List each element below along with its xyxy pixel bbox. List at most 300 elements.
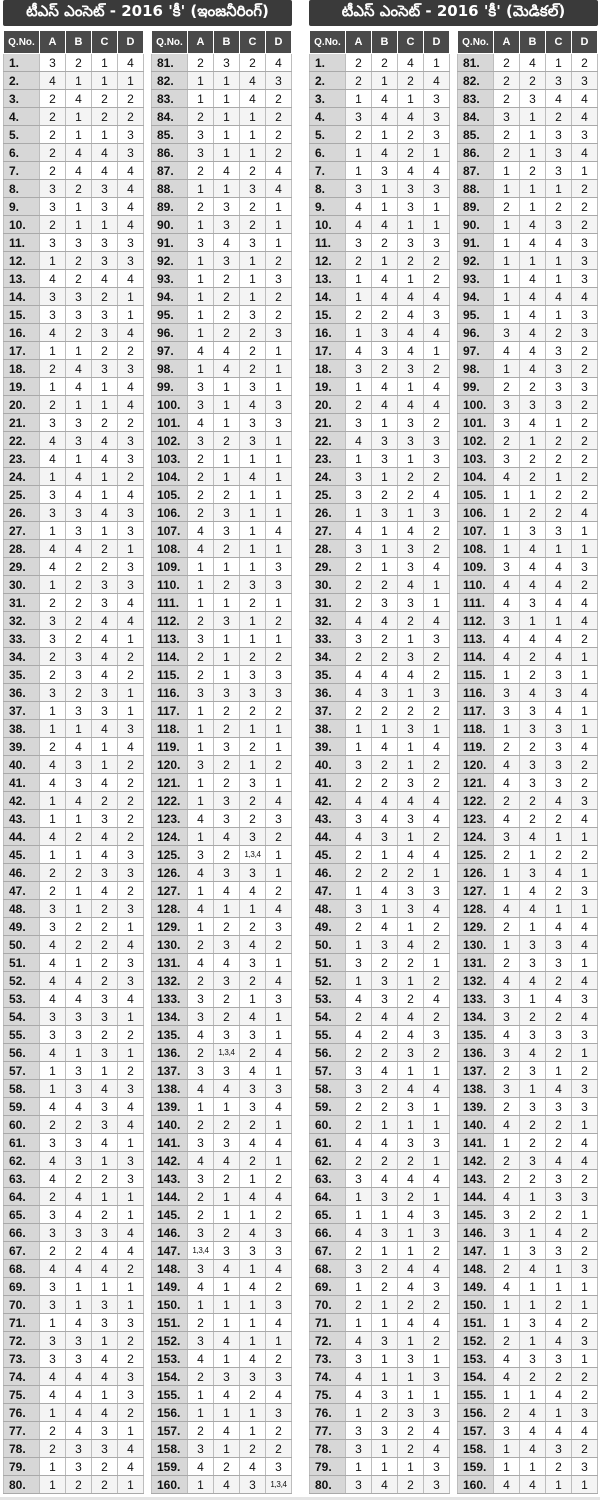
table-row bbox=[152, 846, 292, 864]
answer-cell: 2 bbox=[66, 828, 92, 846]
answer-cell: 2 bbox=[520, 468, 546, 486]
answer-cell: 3 bbox=[240, 1098, 266, 1116]
answer-cell: 4 bbox=[398, 522, 424, 540]
table-row bbox=[458, 792, 598, 810]
table-row bbox=[4, 828, 144, 846]
answer-cell: 1 bbox=[494, 1458, 520, 1476]
table-row bbox=[4, 162, 144, 180]
answer-cell: 2 bbox=[240, 360, 266, 378]
option-a-header: A bbox=[494, 31, 520, 54]
answer-cell: 2 bbox=[572, 1368, 598, 1386]
answer-cell: 3 bbox=[40, 684, 66, 702]
table-row bbox=[310, 1098, 450, 1116]
answer-cell: 4 bbox=[92, 666, 118, 684]
answer-cell: 2 bbox=[572, 468, 598, 486]
answer-cell: 1 bbox=[118, 1134, 144, 1152]
option-c-header: C bbox=[546, 31, 572, 54]
question-number: 39. bbox=[310, 738, 346, 756]
answer-cell: 1 bbox=[494, 504, 520, 522]
question-number: 97. bbox=[458, 342, 494, 360]
answer-cell: 2 bbox=[520, 378, 546, 396]
answer-cell: 4 bbox=[372, 90, 398, 108]
answer-cell: 3 bbox=[66, 234, 92, 252]
question-number: 94. bbox=[152, 288, 188, 306]
answer-cell: 2 bbox=[266, 936, 292, 954]
question-number: 17. bbox=[310, 342, 346, 360]
answer-cell: 1 bbox=[188, 306, 214, 324]
table-row bbox=[152, 954, 292, 972]
option-a-header: A bbox=[40, 31, 66, 54]
answer-cell: 2 bbox=[494, 918, 520, 936]
answer-cell: 4 bbox=[372, 918, 398, 936]
question-number: 3. bbox=[4, 90, 40, 108]
answer-cell: 1 bbox=[188, 720, 214, 738]
answer-cell: 2 bbox=[214, 1224, 240, 1242]
answer-cell: 2 bbox=[92, 792, 118, 810]
question-number: 60. bbox=[310, 1116, 346, 1134]
answer-cell: 2 bbox=[572, 396, 598, 414]
answer-cell: 1 bbox=[520, 990, 546, 1008]
answer-cell: 3 bbox=[214, 252, 240, 270]
answer-cell: 3 bbox=[118, 234, 144, 252]
answer-cell: 4 bbox=[520, 1404, 546, 1422]
table-row bbox=[152, 612, 292, 630]
table-row bbox=[4, 1116, 144, 1134]
table-row bbox=[310, 162, 450, 180]
table-row bbox=[152, 630, 292, 648]
answer-cell: 3 bbox=[520, 954, 546, 972]
answer-cell: 4 bbox=[266, 180, 292, 198]
question-number: 137. bbox=[152, 1062, 188, 1080]
table-row bbox=[310, 378, 450, 396]
answer-cell: 2 bbox=[572, 432, 598, 450]
answer-cell: 1 bbox=[546, 468, 572, 486]
answer-cell: 4 bbox=[520, 1440, 546, 1458]
answer-cell: 1 bbox=[494, 234, 520, 252]
answer-cell: 1 bbox=[546, 306, 572, 324]
answer-cell: 2 bbox=[240, 594, 266, 612]
question-number: 99. bbox=[152, 378, 188, 396]
answer-cell: 1 bbox=[572, 954, 598, 972]
question-number: 51. bbox=[310, 954, 346, 972]
answer-cell: 1 bbox=[572, 900, 598, 918]
answer-cell: 4 bbox=[520, 270, 546, 288]
question-number: 9. bbox=[4, 198, 40, 216]
answer-cell: 2 bbox=[188, 162, 214, 180]
answer-cell: 1 bbox=[398, 684, 424, 702]
answer-cell: 1 bbox=[346, 882, 372, 900]
answer-cell: 1 bbox=[66, 810, 92, 828]
answer-cell: 4 bbox=[40, 450, 66, 468]
answer-cell: 3 bbox=[520, 1152, 546, 1170]
answer-cell: 2 bbox=[266, 288, 292, 306]
answer-cell: 1 bbox=[546, 54, 572, 72]
answer-cell: 1 bbox=[66, 198, 92, 216]
answer-cell: 4 bbox=[188, 1350, 214, 1368]
table-row bbox=[152, 684, 292, 702]
answer-cell: 1 bbox=[188, 324, 214, 342]
question-number: 120. bbox=[458, 756, 494, 774]
answer-cell: 2 bbox=[398, 612, 424, 630]
answer-cell: 2 bbox=[66, 684, 92, 702]
answer-cell: 4 bbox=[520, 1476, 546, 1494]
answer-cell: 2 bbox=[398, 468, 424, 486]
answer-cell: 4 bbox=[266, 972, 292, 990]
answer-cell: 2 bbox=[92, 342, 118, 360]
question-number: 6. bbox=[310, 144, 346, 162]
answer-cell: 1 bbox=[188, 576, 214, 594]
answer-cell: 4 bbox=[572, 738, 598, 756]
question-number: 103. bbox=[458, 450, 494, 468]
answer-cell: 3 bbox=[346, 1422, 372, 1440]
answer-cell: 4 bbox=[520, 540, 546, 558]
table-row bbox=[310, 396, 450, 414]
answer-cell: 4 bbox=[520, 684, 546, 702]
table-row bbox=[458, 72, 598, 90]
answer-cell: 2 bbox=[346, 648, 372, 666]
table-row bbox=[310, 1008, 450, 1026]
answer-cell: 3 bbox=[188, 684, 214, 702]
answer-cell: 3 bbox=[92, 198, 118, 216]
answer-cell: 3 bbox=[546, 954, 572, 972]
answer-cell: 1 bbox=[214, 1404, 240, 1422]
answer-cell: 4 bbox=[520, 1422, 546, 1440]
answer-cell: 4 bbox=[494, 1350, 520, 1368]
answer-cell: 3 bbox=[40, 288, 66, 306]
answer-cell: 3 bbox=[424, 1278, 450, 1296]
answer-cell: 2 bbox=[214, 1458, 240, 1476]
question-number: 93. bbox=[458, 270, 494, 288]
answer-cell: 3 bbox=[266, 684, 292, 702]
answer-cell: 3 bbox=[40, 1206, 66, 1224]
answer-cell: 1 bbox=[92, 378, 118, 396]
answer-cell: 3 bbox=[240, 414, 266, 432]
qno-header: Q.No. bbox=[4, 31, 40, 54]
answer-cell: 1 bbox=[66, 72, 92, 90]
table-row bbox=[152, 432, 292, 450]
answer-cell: 3 bbox=[520, 936, 546, 954]
table-row bbox=[152, 1098, 292, 1116]
answer-cell: 4 bbox=[572, 1008, 598, 1026]
question-number: 136. bbox=[152, 1044, 188, 1062]
answer-cell: 3 bbox=[118, 1170, 144, 1188]
table-row bbox=[310, 450, 450, 468]
answer-cell: 1 bbox=[266, 432, 292, 450]
answer-cell: 3 bbox=[66, 414, 92, 432]
table-row bbox=[152, 504, 292, 522]
table-row bbox=[458, 522, 598, 540]
question-number: 44. bbox=[310, 828, 346, 846]
question-number: 72. bbox=[310, 1332, 346, 1350]
question-number: 130. bbox=[458, 936, 494, 954]
table-row bbox=[4, 540, 144, 558]
question-number: 131. bbox=[152, 954, 188, 972]
answer-cell: 3 bbox=[40, 1350, 66, 1368]
question-number: 18. bbox=[4, 360, 40, 378]
answer-cell: 1 bbox=[240, 756, 266, 774]
answer-cell: 4 bbox=[66, 1206, 92, 1224]
answer-cell: 2 bbox=[520, 666, 546, 684]
answer-cell: 3 bbox=[424, 630, 450, 648]
answer-cell: 2 bbox=[40, 1188, 66, 1206]
answer-cell: 3 bbox=[346, 630, 372, 648]
table-row bbox=[458, 576, 598, 594]
answer-cell: 2 bbox=[572, 360, 598, 378]
answer-cell: 1 bbox=[214, 1350, 240, 1368]
answer-cell: 2 bbox=[214, 1008, 240, 1026]
question-number: 99. bbox=[458, 378, 494, 396]
answer-cell: 3 bbox=[546, 522, 572, 540]
answer-cell: 2 bbox=[66, 918, 92, 936]
answer-cell: 2 bbox=[398, 126, 424, 144]
answer-cell: 2 bbox=[372, 630, 398, 648]
answer-cell: 3 bbox=[346, 414, 372, 432]
answer-cell: 1 bbox=[240, 558, 266, 576]
table-row bbox=[458, 1350, 598, 1368]
question-number: 130. bbox=[152, 936, 188, 954]
medical-key-title: టీఎస్ ఎంసెట్ - 2016 'కీ' (మెడికల్) bbox=[309, 0, 598, 26]
answer-cell: 2 bbox=[398, 1440, 424, 1458]
table-row bbox=[458, 216, 598, 234]
table-row bbox=[310, 1260, 450, 1278]
table-row bbox=[152, 1476, 292, 1494]
answer-cell: 1 bbox=[266, 198, 292, 216]
table-row bbox=[310, 774, 450, 792]
answer-cell: 2 bbox=[188, 504, 214, 522]
answer-cell: 3 bbox=[240, 1476, 266, 1494]
answer-cell: 2 bbox=[118, 1260, 144, 1278]
answer-cell: 2 bbox=[424, 540, 450, 558]
table-row bbox=[152, 252, 292, 270]
answer-cell: 3 bbox=[572, 1188, 598, 1206]
answer-cell: 3 bbox=[398, 882, 424, 900]
table-row bbox=[310, 1476, 450, 1494]
question-number: 120. bbox=[152, 756, 188, 774]
answer-cell: 1 bbox=[398, 1386, 424, 1404]
answer-cell: 1 bbox=[520, 180, 546, 198]
answer-cell: 2 bbox=[118, 792, 144, 810]
answer-cell: 4 bbox=[346, 1386, 372, 1404]
answer-cell: 3 bbox=[40, 1008, 66, 1026]
answer-cell: 4 bbox=[66, 90, 92, 108]
question-number: 92. bbox=[152, 252, 188, 270]
table-row bbox=[310, 630, 450, 648]
question-number: 8. bbox=[310, 180, 346, 198]
question-number: 10. bbox=[4, 216, 40, 234]
answer-cell: 4 bbox=[494, 810, 520, 828]
answer-cell: 3 bbox=[188, 1062, 214, 1080]
answer-cell: 4 bbox=[188, 1080, 214, 1098]
table-row bbox=[458, 846, 598, 864]
answer-cell: 4 bbox=[546, 1422, 572, 1440]
answer-cell: 4 bbox=[424, 990, 450, 1008]
question-number: 49. bbox=[4, 918, 40, 936]
answer-cell: 4 bbox=[40, 540, 66, 558]
answer-cell: 1 bbox=[118, 1476, 144, 1494]
table-row bbox=[310, 1188, 450, 1206]
answer-cell: 2 bbox=[424, 1044, 450, 1062]
option-a-header: A bbox=[188, 31, 214, 54]
question-number: 56. bbox=[4, 1044, 40, 1062]
answer-cell: 4 bbox=[188, 1278, 214, 1296]
answer-cell: 4 bbox=[118, 936, 144, 954]
answer-cell: 3 bbox=[266, 1296, 292, 1314]
table-row bbox=[4, 1332, 144, 1350]
answer-cell: 2 bbox=[424, 648, 450, 666]
answer-cell: 3 bbox=[266, 1458, 292, 1476]
answer-cell: 1 bbox=[424, 54, 450, 72]
answer-cell: 1 bbox=[494, 486, 520, 504]
table-row bbox=[4, 1476, 144, 1494]
answer-cell: 4 bbox=[520, 972, 546, 990]
answer-cell: 4 bbox=[424, 324, 450, 342]
answer-cell: 3 bbox=[40, 1278, 66, 1296]
question-number: 122. bbox=[458, 792, 494, 810]
answer-cell: 3 bbox=[398, 1134, 424, 1152]
table-row bbox=[152, 54, 292, 72]
answer-cell: 2 bbox=[346, 864, 372, 882]
answer-cell: 4 bbox=[92, 630, 118, 648]
answer-cell: 1 bbox=[494, 306, 520, 324]
question-number: 111. bbox=[458, 594, 494, 612]
answer-cell: 4 bbox=[546, 864, 572, 882]
table-row bbox=[4, 396, 144, 414]
answer-cell: 1 bbox=[214, 378, 240, 396]
answer-cell: 3 bbox=[372, 1386, 398, 1404]
answer-cell: 3 bbox=[424, 306, 450, 324]
answer-cell: 3 bbox=[40, 1224, 66, 1242]
answer-cell: 3 bbox=[372, 1422, 398, 1440]
question-number: 155. bbox=[458, 1386, 494, 1404]
table-row bbox=[4, 450, 144, 468]
table-row bbox=[152, 1260, 292, 1278]
question-number: 134. bbox=[458, 1008, 494, 1026]
answer-cell: 4 bbox=[66, 1098, 92, 1116]
answer-cell: 3 bbox=[546, 1350, 572, 1368]
engineering-key-title: టీఎస్ ఎంసెట్ - 2016 'కీ' (ఇంజనీరింగ్) bbox=[3, 0, 292, 26]
table-row bbox=[4, 360, 144, 378]
question-number: 92. bbox=[458, 252, 494, 270]
table-row bbox=[310, 594, 450, 612]
answer-cell: 1 bbox=[572, 1044, 598, 1062]
answer-cell: 4 bbox=[66, 1422, 92, 1440]
answer-cell: 2 bbox=[66, 270, 92, 288]
answer-cell: 4 bbox=[66, 1368, 92, 1386]
question-number: 30. bbox=[4, 576, 40, 594]
answer-cell: 2 bbox=[572, 774, 598, 792]
answer-cell: 3 bbox=[572, 558, 598, 576]
answer-cell: 1 bbox=[92, 522, 118, 540]
table-row bbox=[458, 954, 598, 972]
table-row bbox=[152, 882, 292, 900]
answer-cell: 1 bbox=[240, 990, 266, 1008]
answer-cell: 2 bbox=[572, 54, 598, 72]
table-row bbox=[4, 108, 144, 126]
answer-cell: 1 bbox=[188, 828, 214, 846]
answer-cell: 2 bbox=[40, 1116, 66, 1134]
answer-cell: 1 bbox=[188, 594, 214, 612]
question-number: 117. bbox=[152, 702, 188, 720]
answer-cell: 3 bbox=[92, 1422, 118, 1440]
table-row bbox=[152, 216, 292, 234]
question-number: 42. bbox=[4, 792, 40, 810]
answer-cell: 1 bbox=[372, 1242, 398, 1260]
answer-cell: 1 bbox=[572, 666, 598, 684]
question-number: 63. bbox=[4, 1170, 40, 1188]
answer-cell: 3 bbox=[214, 972, 240, 990]
question-number: 147. bbox=[152, 1242, 188, 1260]
answer-cell: 3 bbox=[214, 738, 240, 756]
answer-cell: 3 bbox=[346, 108, 372, 126]
table-row bbox=[4, 936, 144, 954]
answer-cell: 1 bbox=[372, 522, 398, 540]
table-row bbox=[4, 234, 144, 252]
answer-cell: 3 bbox=[266, 1224, 292, 1242]
answer-cell: 2 bbox=[372, 1278, 398, 1296]
answer-cell: 3 bbox=[188, 756, 214, 774]
answer-cell: 1 bbox=[214, 1440, 240, 1458]
question-number: 127. bbox=[458, 882, 494, 900]
answer-cell: 1,3,4 bbox=[188, 1242, 214, 1260]
question-number: 35. bbox=[4, 666, 40, 684]
answer-cell: 3 bbox=[346, 810, 372, 828]
answer-cell: 2 bbox=[92, 288, 118, 306]
answer-cell: 4 bbox=[424, 846, 450, 864]
option-c-header: C bbox=[240, 31, 266, 54]
question-number: 24. bbox=[310, 468, 346, 486]
table-row bbox=[152, 378, 292, 396]
answer-cell: 2 bbox=[398, 1476, 424, 1494]
answer-cell: 2 bbox=[188, 666, 214, 684]
answer-cell: 3 bbox=[372, 162, 398, 180]
answer-cell: 4 bbox=[92, 432, 118, 450]
answer-cell: 2 bbox=[118, 810, 144, 828]
question-number: 139. bbox=[458, 1098, 494, 1116]
answer-cell: 3 bbox=[118, 972, 144, 990]
answer-cell: 1 bbox=[372, 1458, 398, 1476]
answer-cell: 1 bbox=[214, 108, 240, 126]
question-number: 3. bbox=[310, 90, 346, 108]
answer-cell: 4 bbox=[92, 1134, 118, 1152]
answer-cell: 1 bbox=[40, 468, 66, 486]
answer-cell: 4 bbox=[520, 828, 546, 846]
answer-cell: 3 bbox=[214, 198, 240, 216]
table-row bbox=[458, 432, 598, 450]
answer-cell: 2 bbox=[372, 306, 398, 324]
answer-cell: 4 bbox=[188, 900, 214, 918]
table-row bbox=[4, 1170, 144, 1188]
answer-cell: 2 bbox=[188, 1206, 214, 1224]
answer-cell: 3 bbox=[66, 1026, 92, 1044]
answer-cell: 2 bbox=[424, 702, 450, 720]
answer-cell: 1 bbox=[398, 378, 424, 396]
answer-cell: 3 bbox=[346, 1260, 372, 1278]
table-row bbox=[4, 378, 144, 396]
table-row bbox=[4, 1080, 144, 1098]
question-number: 156. bbox=[152, 1404, 188, 1422]
answer-cell: 2 bbox=[572, 1440, 598, 1458]
answer-cell: 3 bbox=[118, 1080, 144, 1098]
table-row bbox=[4, 900, 144, 918]
answer-cell: 1 bbox=[346, 504, 372, 522]
answer-cell: 4 bbox=[214, 342, 240, 360]
question-number: 40. bbox=[4, 756, 40, 774]
answer-cell: 3 bbox=[346, 540, 372, 558]
answer-cell: 4 bbox=[346, 198, 372, 216]
answer-cell: 2 bbox=[372, 1404, 398, 1422]
answer-cell: 2 bbox=[346, 558, 372, 576]
answer-cell: 2 bbox=[546, 882, 572, 900]
